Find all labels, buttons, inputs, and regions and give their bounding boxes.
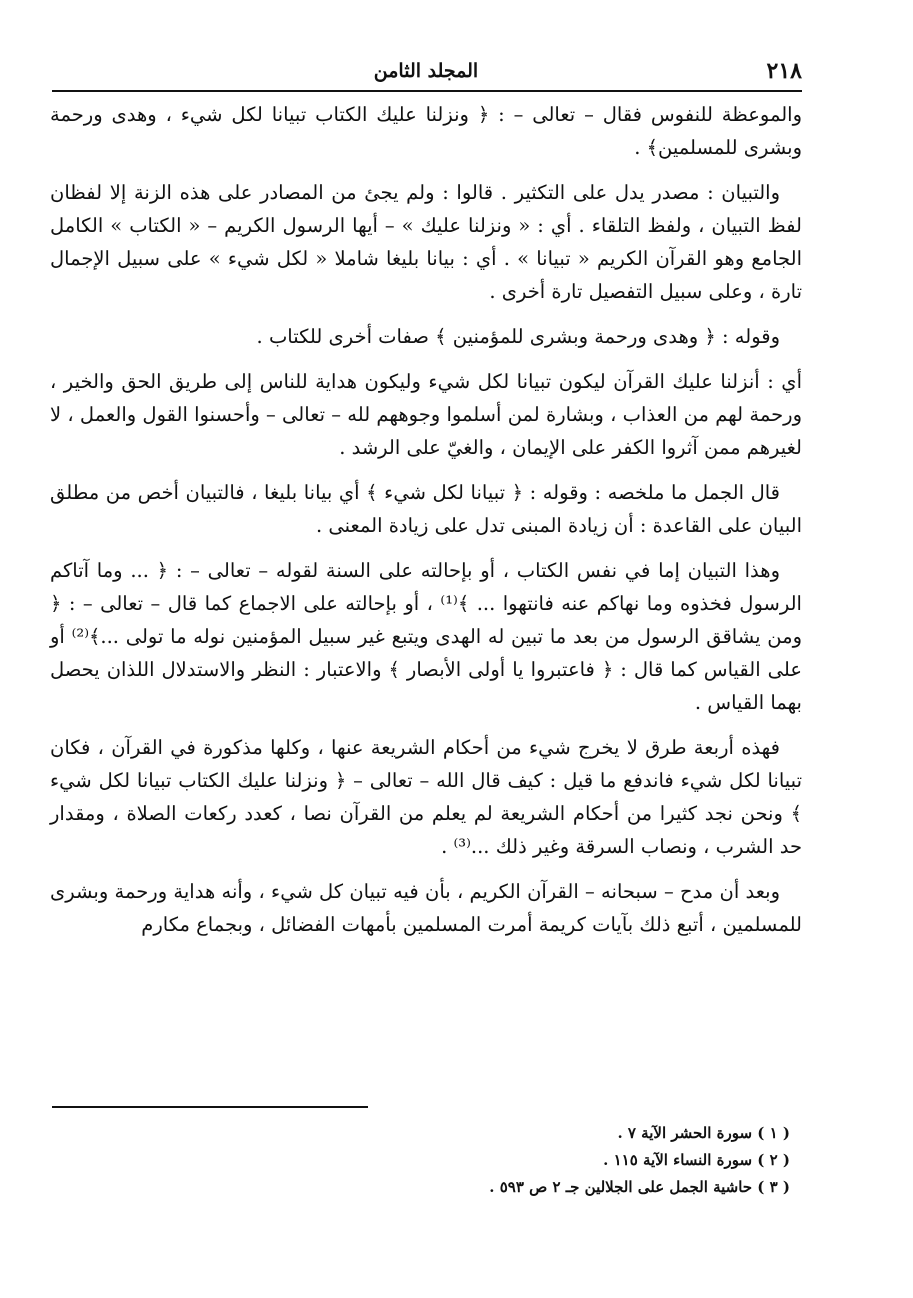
- paragraph-8: وبعد أن مدح – سبحانه – القرآن الكريم ، بأن فيه تبيان كل شيء ، وأنه هداية ورحمة وبشرى للمسلمين ، أتبع ذلك بآيات كريمة أمرت المسلمين بأمهات الفضائل ، وبجماع مكارم: [50, 880, 802, 936]
- paragraph-1: والموعظة للنفوس فقال – تعالى – : ﴿ ونزلنا عليك الكتاب تبيانا لكل شيء ، وهدى ورحمة وبشرى للمسلمين﴾ .: [50, 103, 802, 159]
- volume-title: المجلد الثامن: [373, 60, 479, 82]
- footnote-3: ( ٣ ) حاشية الجمل على الجلالين جـ ٢ ص ٥٩٣ .: [489, 1178, 790, 1196]
- book-page: [50, 40, 802, 1240]
- paragraph-7: فهذه أربعة طرق لا يخرج شيء من أحكام الشريعة عنها ، وكلها مذكورة في القرآن ، فكان تبيانا لكل شيء فاندفع ما قيل : كيف قال الله – تعالى – ﴿ ونزلنا عليك الكتاب تبيانا لكل شيء ﴾ ونحن نجد كثيرا من أحكام الشريعة لم يعلم من القرآن نصا ، كعدد ركعات الصلاة ، ومقدار حد الشرب ، ونصاب السرقة وغير ذلك ...⁽³⁾ .: [50, 736, 802, 858]
- paragraph-4: أي : أنزلنا عليك القرآن ليكون تبيانا لكل شيء وليكون هداية للناس إلى طريق الحق والخير ، ورحمة لهم من العذاب ، وبشارة لمن أسلموا وجوههم لله – تعالى – وأحسنوا القول والعمل ، لا لغيرهم ممن آثروا الكفر على الإيمان ، والغيّ على الرشد .: [50, 370, 802, 459]
- paragraph-3: وقوله : ﴿ وهدى ورحمة وبشرى للمؤمنين ﴾ صفات أخرى للكتاب .: [256, 325, 780, 348]
- body-text: [50, 98, 802, 953]
- footnotes: [50, 1120, 790, 1201]
- footnote-divider: [52, 1106, 368, 1108]
- page-number: ٢١٨: [766, 58, 802, 84]
- footnote-2: ( ٢ ) سورة النساء الآية ١١٥ .: [603, 1151, 790, 1169]
- footnote-1: ( ١ ) سورة الحشر الآية ٧ .: [617, 1124, 790, 1142]
- header-divider: [52, 90, 802, 92]
- paragraph-2: والتبيان : مصدر يدل على التكثير . قالوا : ولم يجئ من المصادر على هذه الزنة إلا لفظان لفظ التبيان ، ولفظ التلقاء . أي : « ونزلنا عليك » – أيها الرسول الكريم – « الكتاب » الكامل الجامع وهو القرآن الكريم « تبيانا » . أي : بيانا بليغا شاملا « لكل شيء » على سبيل الإجمال تارة ، وعلى سبيل التفصيل تارة أخرى .: [50, 181, 802, 303]
- paragraph-5: قال الجمل ما ملخصه : وقوله : ﴿ تبيانا لكل شيء ﴾ أي بيانا بليغا ، فالتبيان أخص من مطلق البيان على القاعدة : أن زيادة المبنى تدل على زيادة المعنى .: [50, 481, 802, 537]
- paragraph-6: وهذا التبيان إما في نفس الكتاب ، أو بإحالته على السنة لقوله – تعالى – : ﴿ ... وما آتاكم الرسول فخذوه وما نهاكم عنه فانتهوا ... ﴾⁽¹⁾ ، أو بإحالته على الاجماع كما قال – تعالى – : ﴿ ومن يشاقق الرسول من بعد ما تبين له الهدى ويتبع غير سبيل المؤمنين نوله ما تولى ...﴾⁽²⁾ أو على القياس كما قال : ﴿ فاعتبروا يا أولى الأبصار ﴾ والاعتبار : النظر والاستدلال اللذان يحصل بهما القياس .: [50, 559, 802, 714]
- page-header: [50, 54, 802, 88]
